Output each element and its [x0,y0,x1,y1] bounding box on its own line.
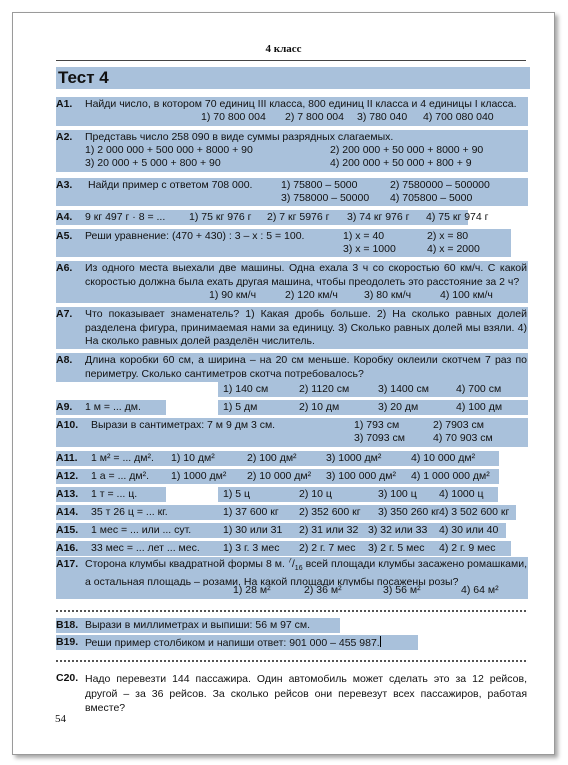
option-a16-1: 1) 3 г. 3 мес [223,542,280,554]
option-a9-2: 2) 10 дм [299,401,340,413]
question-number-b18: B18. [56,619,79,631]
question-number-a8: A8. [56,354,73,366]
question-text-a5: Реши уравнение: (470 + 430) : 3 – х : 5 = 100. [85,230,305,242]
question-prompt-a7: Что показывает знаменатель? [85,308,240,320]
question-number-a1: A1. [56,98,73,110]
fraction-denominator: 16 [294,565,303,573]
option-a3-1: 1) 75800 – 5000 [281,179,358,191]
option-a14-3: 3) 350 260 кг [378,506,440,518]
option-a13-1: 1) 5 ц [223,488,251,500]
question-number-a6: A6. [56,262,73,274]
question-text-a8: Длина коробки 60 см, а ширина – на 20 см меньше. Коробку оклеили скотчем 7 раз по периметру. Сколько сантиметров скотча потребовалось? [85,354,527,380]
question-number-b19: B19. [56,636,79,648]
option-a13-2: 2) 10 ц [299,488,332,500]
question-text-b18: Вырази в миллиметрах и выпиши: 56 м 97 см. [85,619,311,631]
question-text-a17-part2: всей площади клумбы засажено ромашками, а остальная площадь – розами. На какой площади клумбы посажены розы? [85,558,527,586]
question-number-a17: A17. [56,558,79,570]
question-text-a15: 1 мес = ... или ... сут. [91,524,192,536]
question-text-a17-part1: Сторона клумбы квадратной формы 8 м. [85,558,285,570]
option-a15-4: 4) 30 или 40 [439,524,499,536]
option-a16-2: 2) 2 г. 7 мес [299,542,356,554]
question-text-a13: 1 т = ... ц. [91,488,138,500]
text-cursor [380,636,381,647]
option-a2-4: 4) 200 000 + 50 000 + 800 + 9 [330,157,472,169]
option-a9-3: 3) 20 дм [378,401,419,413]
option-a12-4: 4) 1 000 000 дм² [411,470,490,482]
question-number-a14: A14. [56,506,79,518]
question-text-a16: 33 мес = ... лет ... мес. [91,542,200,554]
test-title: Тест 4 [56,67,530,89]
option-a1-1: 1) 70 800 004 [201,111,266,123]
option-a10-1: 1) 793 см [354,419,400,431]
option-a9-4: 4) 100 дм [456,401,503,413]
option-a4-2: 2) 7 кг 5976 г [267,211,330,223]
option-a5-2: 2) х = 80 [427,230,469,242]
option-a5-1: 1) х = 40 [343,230,385,242]
option-a4-1: 1) 75 кг 976 г [189,211,252,223]
question-text-a11: 1 м² = ... дм². [91,452,154,464]
header-rule [56,60,526,61]
question-text-a7 [85,308,527,349]
option-a17-3: 3) 56 м² [383,584,421,596]
section-divider-b [56,610,526,612]
option-a10-4: 4) 70 903 см [433,432,493,444]
question-text-a10: Вырази в сантиметрах: 7 м 9 дм 3 см. [91,419,276,431]
question-number-a3: A3. [56,179,73,191]
section-divider-c [56,660,526,662]
question-text-a6: Из одного места выехали две машины. Одна ехала 3 ч со скоростью 60 км/ч. С какой скоростью должна была ехать другая машина, чтобы преодолеть это расстояние за 2 ч? [85,262,527,288]
option-a13-4: 4) 1000 ц [439,488,484,500]
option-a14-4: 4) 3 502 600 кг [439,506,510,518]
option-a12-2: 2) 10 000 дм² [247,470,312,482]
option-a4-4: 4) 75 кг 974 г [426,211,489,223]
option-a2-3: 3) 20 000 + 5 000 + 800 + 90 [85,157,221,169]
option-a16-3: 3) 2 г. 5 мес [368,542,425,554]
option-a7-4: 4) На сколько равных долей разделён числитель. [85,321,528,347]
option-a15-2: 2) 31 или 32 [299,524,359,536]
option-a3-4: 4) 705800 – 5000 [390,192,473,204]
option-a17-2: 2) 36 м² [304,584,342,596]
option-a3-3: 3) 758000 – 50000 [281,192,370,204]
option-a10-2: 2) 7903 см [433,419,484,431]
worksheet-page [12,12,555,755]
option-a1-4: 4) 700 080 040 [423,111,494,123]
option-a7-1: 1) Какая дробь больше. [245,308,371,320]
option-a7-3: 3) Сколько равных долей мы взяли. [338,321,515,334]
option-a6-1: 1) 90 км/ч [209,289,257,301]
question-text-a14: 35 т 26 ц = ... кг. [91,506,168,518]
option-a5-4: 4) х = 2000 [427,243,480,255]
question-number-a2: A2. [56,131,73,143]
question-text-a17: Сторона клумбы квадратной формы 8 м. $^7/_{16}$ всей площади клумбы засажено ромашками, а остальная площадь – розами. На какой площади клумбы посажены розы? [85,558,527,586]
option-a2-1: 1) 2 000 000 + 500 000 + 8000 + 90 [85,144,253,156]
question-text-a12: 1 а = ... дм². [91,470,149,482]
option-a17-4: 4) 64 м² [461,584,499,596]
option-a5-3: 3) х = 1000 [343,243,396,255]
page-header: 4 класс [265,43,302,55]
option-a11-1: 1) 10 дм² [171,452,215,464]
option-a6-2: 2) 120 км/ч [285,289,338,301]
option-a14-2: 2) 352 600 кг [299,506,361,518]
option-a15-3: 3) 32 или 33 [368,524,428,536]
option-a6-3: 3) 80 км/ч [364,289,412,301]
option-a11-2: 2) 100 дм² [247,452,297,464]
question-number-a11: A11. [56,452,78,464]
question-number-a10: A10. [56,419,79,431]
option-a8-1: 1) 140 см [223,383,269,395]
option-a11-3: 3) 1000 дм² [326,452,382,464]
option-a17-1: 1) 28 м² [233,584,271,596]
question-text-c20: Надо перевезти 144 пассажира. Один автомобиль может сделать это за 12 рейсов, другой – за 36 рейсов. За сколько рейсов они перевезут всех пассажиров, работая вместе? [85,673,527,714]
question-text-a3: Найди пример с ответом 708 000. [88,179,253,191]
question-number-a16: A16. [56,542,79,554]
option-a16-4: 4) 2 г. 9 мес [439,542,496,554]
option-a11-4: 4) 10 000 дм² [411,452,476,464]
option-a1-3: 3) 780 040 [357,111,408,123]
question-number-a12: A12. [56,470,79,482]
question-text-a4: 9 кг 497 г · 8 = ... [85,211,166,223]
option-a8-2: 2) 1120 см [299,383,350,395]
option-a1-2: 2) 7 800 004 [285,111,344,123]
option-a15-1: 1) 30 или 31 [223,524,283,536]
page-number: 54 [55,713,66,725]
option-a9-1: 1) 5 дм [223,401,258,413]
option-a8-3: 3) 1400 см [378,383,429,395]
option-a10-3: 3) 7093 см [354,432,405,444]
question-number-a4: A4. [56,211,73,223]
option-a8-4: 4) 700 см [456,383,502,395]
question-number-a5: A5. [56,230,73,242]
option-a6-4: 4) 100 км/ч [440,289,493,301]
option-a2-2: 2) 200 000 + 50 000 + 8000 + 90 [330,144,484,156]
question-number-c20: C20. [56,672,79,684]
option-a13-3: 3) 100 ц [378,488,417,500]
option-a12-3: 3) 100 000 дм² [326,470,396,482]
fraction-numerator: 7 [287,558,292,565]
option-a3-2: 2) 7580000 – 500000 [390,179,490,191]
question-number-a7: A7. [56,308,73,320]
question-text-a9: 1 м = ... дм. [85,401,141,413]
option-a7-2: 2) На сколько равных долей разделена фигура, принимаемая нами за единицу. [85,308,527,334]
question-prompt-b19: Реши пример столбиком и напиши ответ: 901 000 – 455 987. [85,637,380,649]
question-text-b19 [85,636,381,651]
option-a12-1: 1) 1000 дм² [171,470,227,482]
question-text-a1: Найди число, в котором 70 единиц III класса, 800 единиц II класса и 4 единицы I класса. [85,98,517,110]
question-text-a2: Представь число 258 090 в виде суммы разрядных слагаемых. [85,131,394,143]
option-a4-3: 3) 74 кг 976 г [347,211,410,223]
question-number-a15: A15. [56,524,79,536]
option-a14-1: 1) 37 600 кг [223,506,279,518]
question-number-a9: A9. [56,401,73,413]
question-number-a13: A13. [56,488,79,500]
